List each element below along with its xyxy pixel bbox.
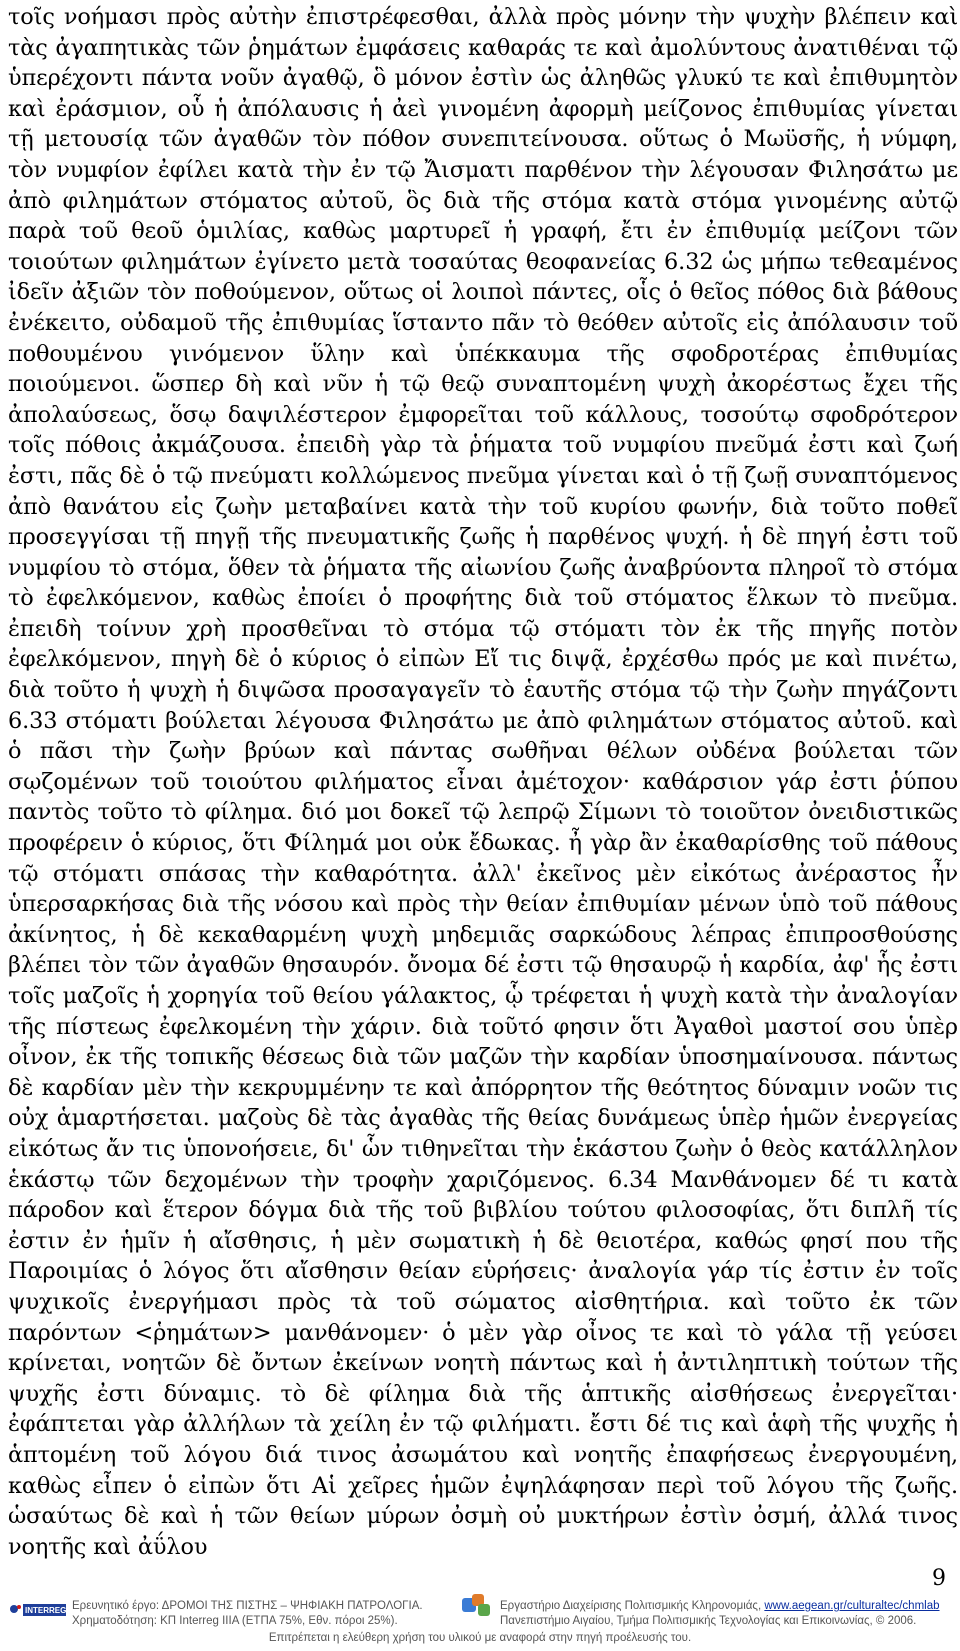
page-footer <box>0 1592 960 1651</box>
page-number: 9 <box>932 1566 946 1591</box>
lab-logo-icon <box>460 1592 496 1620</box>
interreg-logo-text: INTERREG III <box>25 1606 76 1615</box>
footer-lab-link[interactable]: www.aegean.gr/culturaltec/chmlab <box>764 1600 940 1612</box>
footer-funding-line: Χρηματοδότηση: ΚΠ Interreg IIIA (ΕΤΠΑ 75%, Εθν. πόροι 25%). <box>72 1615 398 1627</box>
footer-rights-line: Επιτρέπεται η ελεύθερη χρήση του υλικού με αναφορά στην πηγή προέλευσής του. <box>268 1632 692 1644</box>
footer-university-line: Πανεπιστήμιο Αιγαίου, Τμήμα Πολιτισμικής Τεχνολογίας και Επικοινωνίας, © 2006. <box>500 1615 917 1627</box>
footer-lab-name: Εργαστήριο Διαχείρισης Πολιτισμικής Κληρονομιάς, <box>500 1600 762 1612</box>
footer-lab-line <box>500 1600 940 1612</box>
body-text: τοῖς νοήμασι πρὸς αὐτὴν ἐπιστρέφεσθαι, ἀλλὰ πρὸς μόνην τὴν ψυχὴν βλέπειν καὶ τὰς ἀγαπητικὰς τῶν ῥημάτων ἐμφάσεις καθαράς τε καὶ ἀμολύντους ἀνατιθέναι τῷ ὑπερέχοντι πάντα νοῦν ἀγαθῷ, ὃ μόνον ἐστὶν ὡς ἀληθῶς γλυκύ τε καὶ ἐπιθυμητὸν καὶ ἐράσμιον, οὗ ἡ ἀπόλαυσις ἡ ἀεὶ γινομένη ἀφορμὴ μείζονος ἐπιθυμίας γίνεται τῇ μετουσίᾳ τῶν ἀγαθῶν τὸν πόθον συνεπιτείνουσα. οὕτως ὁ Μωϋσῆς, ἡ νύμφη, τὸν νυμφίον ἐφίλει κατὰ τὴν ἐν τῷ Ἄισματι παρθένον τὴν λέγουσαν Φιλησάτω με ἀπὸ φιλημάτων στόματος αὐτοῦ, ὃς διὰ τῆς στόμα κατὰ στόμα γινομένης αὐτῷ παρὰ τοῦ θεοῦ ὁμιλίας, καθὼς μαρτυρεῖ ἡ γραφή, ἔτι ἐν ἐπιθυμίᾳ μείζονι τῶν τοιούτων φιλημάτων ἐγίνετο μετὰ τοσαύτας θεοφανείας 6.32 ὡς μήπω τεθεαμένος ἰδεῖν ἀξιῶν τὸν ποθούμενον, οὕτως οἱ λοιποὶ πάντες, οἷς ὁ θεῖος πόθος διὰ βάθους ἐνέκειτο, οὐδαμοῦ τῆς ἐπιθυμίας ἵσταντο πᾶν τὸ θεόθεν αὐτοῖς εἰς ἀπόλαυσιν τοῦ ποθουμένου γινόμενον ὕλην καὶ ὑπέκκαυμα τῆς σφοδροτέρας ἐπιθυμίας ποιούμενοι. ὥσπερ δὴ καὶ νῦν ἡ τῷ θεῷ συναπτομένη ψυχὴ ἀκορέστως ἔχει τῆς ἀπολαύσεως, ὅσῳ δαψιλέστερον ἐμφορεῖται τοῦ κάλλους, τοσούτῳ σφοδρότερον τοῖς πόθοις ἀκμάζουσα. ἐπειδὴ γὰρ τὰ ῥήματα τοῦ νυμφίου πνεῦμά ἐστι καὶ ζωή ἐστι, πᾶς δὲ ὁ τῷ πνεύματι κολλώμενος πνεῦμα γίνεται καὶ ὁ τῇ ζωῇ συναπτόμενος ἀπὸ θανάτου εἰς ζωὴν μεταβαίνει κατὰ τὴν τοῦ κυρίου φωνήν, διὰ τοῦτο ποθεῖ προσεγγίσαι τῇ πηγῇ τῆς πνευματικῆς ζωῆς ἡ παρθένος ψυχή. ἡ δὲ πηγή ἐστι τοῦ νυμφίου τὸ στόμα, ὅθεν τὰ ῥήματα τῆς αἰωνίου ζωῆς ἀναβρύοντα πληροῖ τὸ στόμα τὸ ἐφελκόμενον, καθὼς ἐποίει ὁ προφήτης διὰ τοῦ στόματος ἕλκων τὸ πνεῦμα. ἐπειδὴ τοίνυν χρὴ προσθεῖναι τὸ στόμα τῷ στόματι τὸν ἐκ τῆς πηγῆς ποτὸν ἐφελκόμενον, πηγὴ δὲ ὁ κύριος ὁ εἰπὼν Εἴ τις διψᾷ, ἐρχέσθω πρός με καὶ πινέτω, διὰ τοῦτο ἡ ψυχὴ ἡ διψῶσα προσαγαγεῖν τὸ ἑαυτῆς στόμα τῷ τὴν ζωὴν πηγάζοντι 6.33 στόματι βούλεται λέγουσα Φιλησάτω με ἀπὸ φιλημάτων στόματος αὐτοῦ. καὶ ὁ πᾶσι τὴν ζωὴν βρύων καὶ πάντας σωθῆναι θέλων οὐδένα βούλεται τῶν σῳζομένων τοῦ τοιούτου φιλήματος εἶναι ἀμέτοχον· καθάρσιον γάρ ἐστι ῥύπου παντὸς τοῦτο τὸ φίλημα. διό μοι δοκεῖ τῷ λεπρῷ Σίμωνι τὸ τοιοῦτον ὀνειδιστικῶς προφέρειν ὁ κύριος, ὅτι Φίλημά μοι οὐκ ἔδωκας. ἦ γὰρ ἂν ἐκαθαρίσθης τοῦ πάθους τῷ στόματι σπάσας τὴν καθαρότητα. ἀλλ' ἐκεῖνος μὲν εἰκότως ἀνέραστος ἦν ὑπερσαρκήσας διὰ τῆς νόσου καὶ πρὸς τὴν θείαν ἐπιθυμίαν μένων ὑπὸ τοῦ πάθους ἀκίνητος, ἡ δὲ κεκαθαρμένη ψυχὴ μηδεμιᾶς σαρκώδους λέπρας ἐπιπροσθούσης βλέπει τὸν τῶν ἀγαθῶν θησαυρόν. ὄνομα δέ ἐστι τῷ θησαυρῷ ἡ καρδία, ἀφ' ἧς ἐστι τοῖς μαζοῖς ἡ χορηγία τοῦ θείου γάλακτος, ᾧ τρέφεται ἡ ψυχὴ κατὰ τὴν ἀναλογίαν τῆς πίστεως ἐφελκομένη τὴν χάριν. διὰ τοῦτό φησιν ὅτι Ἀγαθοὶ μαστοί σου ὑπὲρ οἶνον, ἐκ τῆς τοπικῆς θέσεως διὰ τῶν μαζῶν τὴν καρδίαν ὑποσημαίνουσα. πάντως δὲ καρδίαν μὲν τὴν κεκρυμμένην τε καὶ ἀπόρρητον τῆς θεότητος δύναμιν νοῶν τις οὐχ ἁμαρτήσεται. μαζοὺς δὲ τὰς ἀγαθὰς τῆς θείας δυνάμεως ὑπὲρ ἡμῶν ἐνεργείας εἰκότως ἄν τις ὑπονοήσειε, δι' ὧν τιθηνεῖται τὴν ἑκάστου ζωὴν ὁ θεὸς κατάλληλον ἑκάστῳ τῶν δεχομένων τὴν τροφὴν χαριζόμενος. 6.34 Μανθάνομεν δέ τι κατὰ πάροδον καὶ ἕτερον δόγμα διὰ τῆς τοῦ βιβλίου τούτου φιλοσοφίας, ὅτι διπλῆ τίς ἐστιν ἐν ἡμῖν ἡ αἴσθησις, ἡ μὲν σωματικὴ ἡ δὲ θειοτέρα, καθώς φησί που τῆς Παροιμίας ὁ λόγος ὅτι αἴσθησιν θείαν εὑρήσεις· ἀναλογία γάρ τίς ἐστιν ἐν τοῖς ψυχικοῖς ἐνεργήμασι πρὸς τὰ τοῦ σώματος αἰσθητήρια. καὶ τοῦτο ἐκ τῶν παρόντων <ῥημάτων> μανθάνομεν· ὁ μὲν γὰρ οἶνος τε καὶ τὸ γάλα τῇ γεύσει κρίνεται, νοητῶν δὲ ὄντων ἐκείνων νοητὴ πάντως καὶ ἡ ἀντιληπτικὴ τούτων τῆς ψυχῆς ἐστι δύναμις. τὸ δὲ φίλημα διὰ τῆς ἁπτικῆς αἰσθήσεως ἐνεργεῖται· ἐφάπτεται γὰρ ἀλλήλων τὰ χείλη ἐν τῷ φιλήματι. ἔστι δέ τις καὶ ἁφὴ τῆς ψυχῆς ἡ ἁπτομένη τοῦ λόγου διά τινος ἀσωμάτου καὶ νοητῆς ἐπαφήσεως ἐνεργουμένη, καθὼς εἶπεν ὁ εἰπὼν ὅτι Αἱ χεῖρες ἡμῶν ἐψηλάφησαν περὶ τοῦ λόγου τῆς ζωῆς. ὡσαύτως δὲ καὶ ἡ τῶν θείων μύρων ὀσμὴ οὐ μυκτήρων ἐστὶν ὀσμή, ἀλλά τινος νοητῆς καὶ ἀΰλου <box>8 4 958 1560</box>
interreg-logo <box>8 1600 76 1620</box>
footer-project-line: Ερευνητικό έργο: ΔΡΟΜΟΙ ΤΗΣ ΠΙΣΤΗΣ – ΨΗΦΙΑΚΗ ΠΑΤΡΟΛΟΓΙΑ. <box>72 1600 423 1612</box>
